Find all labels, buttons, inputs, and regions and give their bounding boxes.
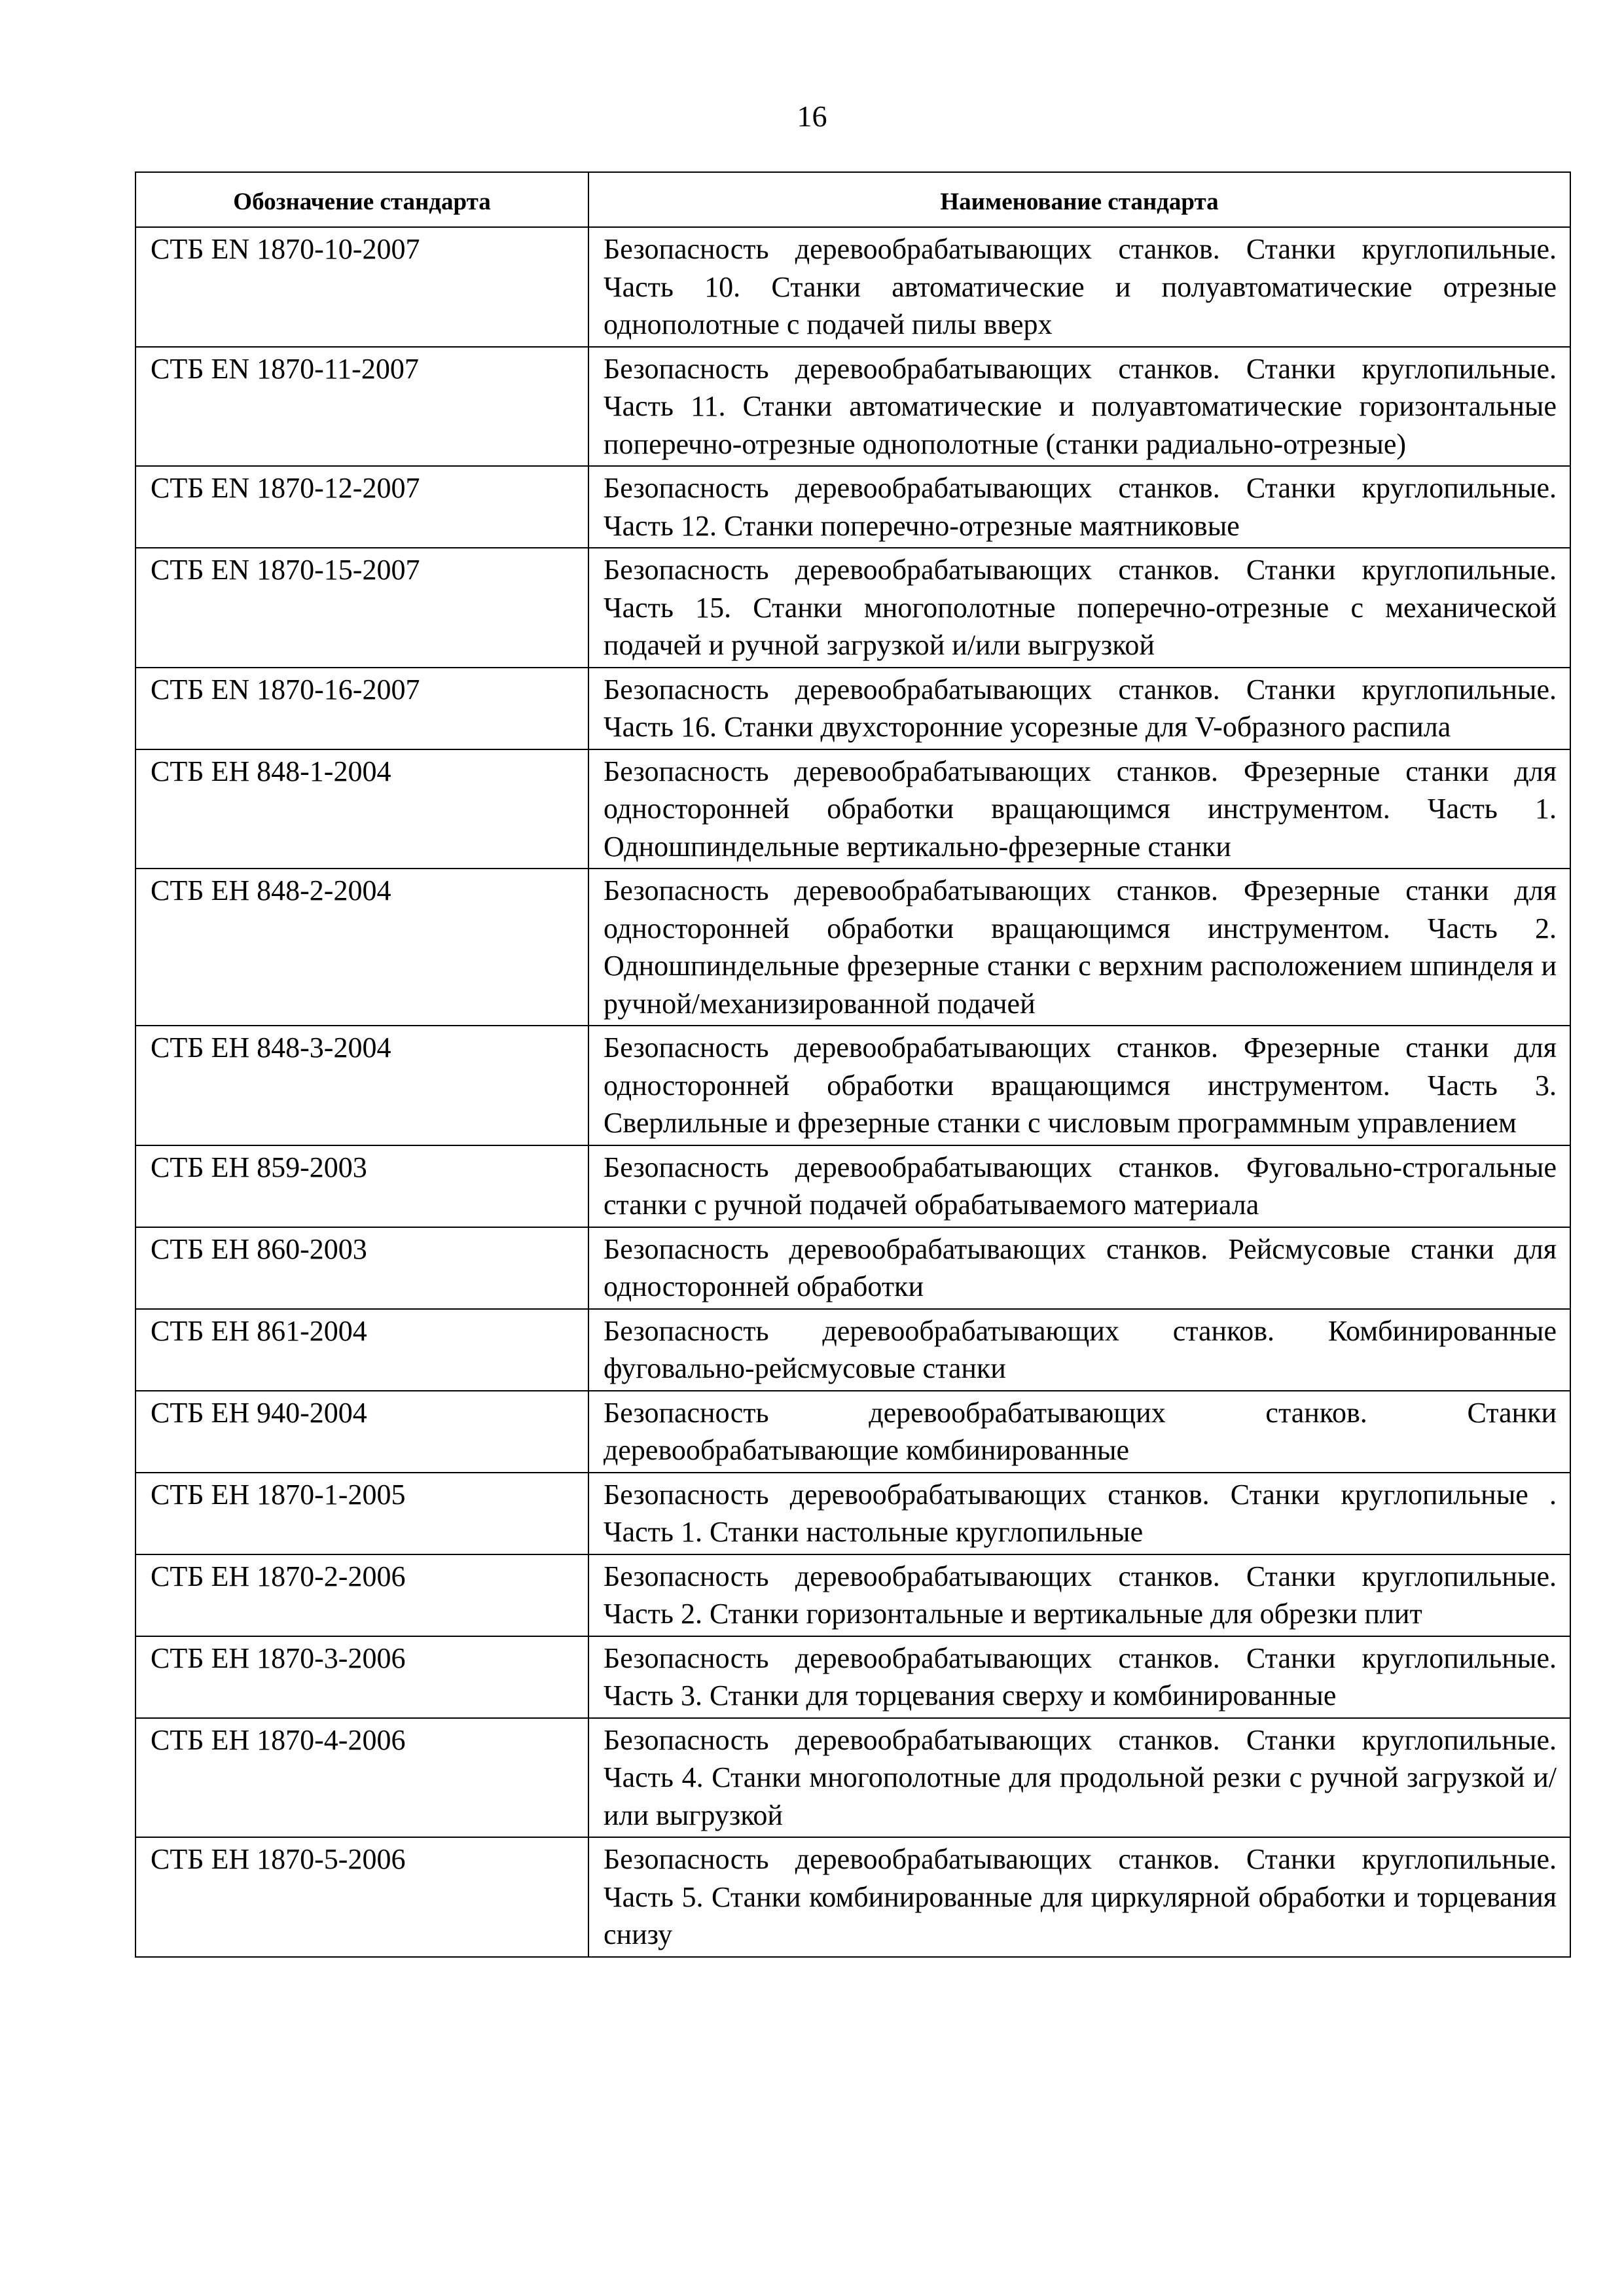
standard-name: Безопасность деревообрабатывающих станков. Фуговально-строгальные станки с ручной подачей обрабатываемого материала [588, 1145, 1570, 1227]
standard-code: СТБ EN 1870-16-2007 [135, 668, 588, 749]
standard-name: Безопасность деревообрабатывающих станков. Станки деревообрабатывающие комбинированные [588, 1391, 1570, 1473]
standard-code: СТБ EN 1870-11-2007 [135, 347, 588, 467]
table-row [135, 548, 1570, 668]
standard-name: Безопасность деревообрабатывающих станков. Фрезерные станки для односторонней обработки вращающимся инструментом. Часть 1. Одношпиндельные вертикально-фрезерные станки [588, 749, 1570, 869]
table-header-row [135, 172, 1570, 227]
table-row [135, 227, 1570, 347]
standard-name: Безопасность деревообрабатывающих станков. Станки круглопильные. Часть 4. Станки многополотные для продольной резки с ручной загрузкой и/или выгрузкой [588, 1718, 1570, 1838]
standard-name: Безопасность деревообрабатывающих станков. Станки круглопильные. Часть 5. Станки комбинированные для циркулярной обработки и торцевания снизу [588, 1837, 1570, 1957]
standard-name: Безопасность деревообрабатывающих станков. Станки круглопильные. Часть 15. Станки многополотные поперечно-отрезные с механической подачей и ручной загрузкой и/или выгрузкой [588, 548, 1570, 668]
standard-code: СТБ ЕН 940-2004 [135, 1391, 588, 1473]
standard-name: Безопасность деревообрабатывающих станков. Станки круглопильные. Часть 2. Станки горизонтальные и вертикальные для обрезки плит [588, 1554, 1570, 1636]
standard-name: Безопасность деревообрабатывающих станков. Станки круглопильные. Часть 10. Станки автоматические и полуавтоматические отрезные однополотные с подачей пилы вверх [588, 227, 1570, 347]
standard-name: Безопасность деревообрабатывающих станков. Станки круглопильные. Часть 12. Станки поперечно-отрезные маятниковые [588, 466, 1570, 548]
standard-code: СТБ ЕН 1870-1-2005 [135, 1473, 588, 1554]
table-row [135, 466, 1570, 548]
header-designation: Обозначение стандарта [135, 172, 588, 227]
standard-name: Безопасность деревообрабатывающих станков. Станки круглопильные. Часть 11. Станки автоматические и полуавтоматические горизонтальные поперечно-отрезные однополотные (станки радиально-отрезные) [588, 347, 1570, 467]
header-name: Наименование стандарта [588, 172, 1570, 227]
standard-code: СТБ EN 1870-10-2007 [135, 227, 588, 347]
table-row [135, 668, 1570, 749]
standard-code: СТБ ЕН 1870-5-2006 [135, 1837, 588, 1957]
standard-code: СТБ ЕН 848-2-2004 [135, 869, 588, 1026]
standard-code: СТБ ЕН 1870-2-2006 [135, 1554, 588, 1636]
table-row [135, 1026, 1570, 1145]
standard-name: Безопасность деревообрабатывающих станков. Станки круглопильные. Часть 16. Станки двухсторонние усорезные для V-образного распила [588, 668, 1570, 749]
standard-code: СТБ ЕН 848-3-2004 [135, 1026, 588, 1145]
standards-table [135, 171, 1571, 1958]
table-row [135, 1837, 1570, 1957]
standard-code: СТБ ЕН 859-2003 [135, 1145, 588, 1227]
table-row [135, 1309, 1570, 1391]
standard-name: Безопасность деревообрабатывающих станков. Комбинированные фуговально-рейсмусовые станки [588, 1309, 1570, 1391]
standard-code: СТБ ЕН 848-1-2004 [135, 749, 588, 869]
table-row [135, 1636, 1570, 1718]
table-row [135, 1391, 1570, 1473]
table-row [135, 1227, 1570, 1309]
table-row [135, 1554, 1570, 1636]
table-row [135, 749, 1570, 869]
table-row [135, 869, 1570, 1026]
standard-code: СТБ ЕН 860-2003 [135, 1227, 588, 1309]
standard-code: СТБ ЕН 861-2004 [135, 1309, 588, 1391]
standard-name: Безопасность деревообрабатывающих станков. Фрезерные станки для односторонней обработки вращающимся инструментом. Часть 2. Одношпиндельные фрезерные станки с верхним расположением шпинделя и ручной/механизированной подачей [588, 869, 1570, 1026]
table-row [135, 1718, 1570, 1838]
page-number: 16 [797, 99, 827, 133]
table-row [135, 1473, 1570, 1554]
standard-code: СТБ EN 1870-15-2007 [135, 548, 588, 668]
standard-name: Безопасность деревообрабатывающих станков. Фрезерные станки для односторонней обработки вращающимся инструментом. Часть 3. Сверлильные и фрезерные станки с числовым программным управлением [588, 1026, 1570, 1145]
standard-code: СТБ ЕН 1870-4-2006 [135, 1718, 588, 1838]
standard-name: Безопасность деревообрабатывающих станков. Станки круглопильные. Часть 3. Станки для торцевания сверху и комбинированные [588, 1636, 1570, 1718]
table-row [135, 1145, 1570, 1227]
standard-code: СТБ ЕН 1870-3-2006 [135, 1636, 588, 1718]
standard-name: Безопасность деревообрабатывающих станков. Рейсмусовые станки для односторонней обработки [588, 1227, 1570, 1309]
table-row [135, 347, 1570, 467]
standard-name: Безопасность деревообрабатывающих станков. Станки круглопильные . Часть 1. Станки настольные круглопильные [588, 1473, 1570, 1554]
standard-code: СТБ EN 1870-12-2007 [135, 466, 588, 548]
